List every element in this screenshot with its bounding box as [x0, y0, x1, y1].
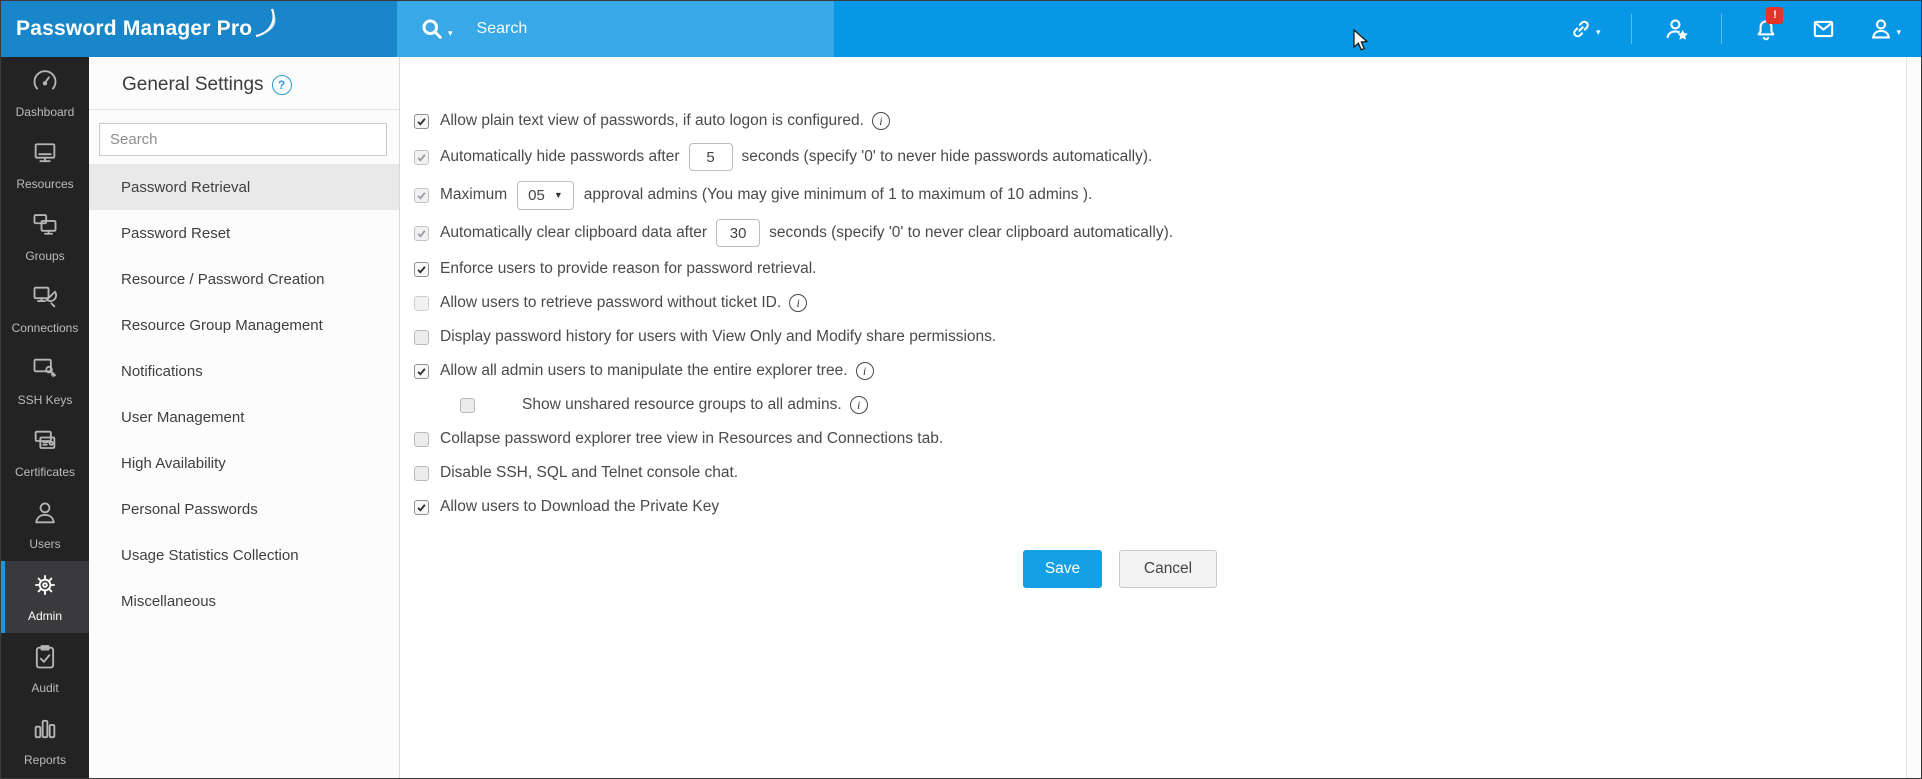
manipulate-explorer-tree-checkbox[interactable]: [414, 364, 429, 379]
setting-label: Automatically clear clipboard data after: [440, 224, 708, 241]
panel-title-row: [89, 57, 399, 110]
download-private-key-checkbox[interactable]: [414, 500, 429, 515]
setting-row-password-history: [414, 320, 1906, 354]
resources-icon: [30, 139, 60, 172]
sidebar-item-label: Groups: [25, 249, 65, 263]
link-icon[interactable]: [1568, 16, 1601, 42]
retrieve-without-ticket-checkbox[interactable]: [414, 296, 429, 311]
setting-label: Allow users to Download the Private Key: [440, 498, 720, 515]
setting-label: Automatically hide passwords after: [440, 148, 680, 165]
panel-search: [99, 123, 388, 156]
setting-row-max-approval-admins: [414, 176, 1906, 214]
settings-menu-item[interactable]: Usage Statistics Collection: [121, 546, 299, 564]
max-approval-admins-select[interactable]: [517, 181, 574, 210]
setting-label: Disable SSH, SQL and Telnet console chat.: [440, 464, 739, 481]
info-icon[interactable]: i: [872, 112, 890, 130]
setting-label: Allow plain text view of passwords, if auto logon is configured.: [440, 112, 864, 129]
sidebar-item-resources[interactable]: [1, 129, 89, 201]
settings-menu-item[interactable]: High Availability: [121, 454, 226, 472]
info-icon[interactable]: i: [856, 362, 874, 380]
setting-row-download-private-key: [414, 490, 1906, 524]
sidebar-item-admin[interactable]: [1, 561, 89, 633]
link-icon-caret: ▾: [1595, 27, 1601, 37]
auto-clear-clipboard-checkbox[interactable]: [414, 226, 429, 241]
page-title: General Settings: [122, 74, 264, 95]
settings-menu-item[interactable]: Resource / Password Creation: [121, 270, 325, 288]
connections-icon: [30, 283, 60, 316]
settings-content: [401, 57, 1906, 778]
header-divider: [1721, 14, 1722, 44]
user-icon-caret: ▾: [1896, 27, 1901, 37]
settings-menu-item[interactable]: Password Reset: [121, 224, 231, 242]
help-icon[interactable]: ?: [272, 75, 292, 95]
sidebar-item-label: Users: [29, 537, 61, 551]
setting-label: seconds (specify '0' to never clear clipboard automatically).: [769, 224, 1174, 241]
scrollbar[interactable]: [1906, 57, 1921, 778]
sidebar-item-ssh-keys[interactable]: [1, 345, 89, 417]
collapse-explorer-tree-checkbox[interactable]: [414, 432, 429, 447]
primary-sidebar: [1, 57, 89, 778]
global-search-input[interactable]: [477, 20, 777, 38]
allow-plain-text-checkbox[interactable]: [414, 114, 429, 129]
setting-row-retrieve-without-ticket: [414, 286, 1906, 320]
setting-label: Allow all admin users to manipulate the entire explorer tree.: [440, 362, 848, 379]
audit-icon: [30, 643, 60, 676]
sidebar-item-label: Connections: [11, 321, 79, 335]
sidebar-item-reports[interactable]: [1, 705, 89, 777]
user-icon[interactable]: [1868, 16, 1901, 42]
sidebar-item-label: Reports: [23, 753, 67, 767]
save-button[interactable]: Save: [1023, 550, 1102, 588]
reports-icon: [30, 715, 60, 748]
mail-icon[interactable]: [1810, 16, 1837, 42]
search-scope-caret-icon[interactable]: ▾: [448, 27, 453, 38]
setting-row-collapse-explorer-tree: [414, 422, 1906, 456]
button-bar: [414, 550, 1826, 588]
sidebar-item-label: SSH Keys: [17, 393, 73, 407]
info-icon[interactable]: i: [789, 294, 807, 312]
enforce-reason-checkbox[interactable]: [414, 262, 429, 277]
settings-menu-item[interactable]: Notifications: [121, 362, 203, 380]
general-settings-panel: [89, 57, 400, 778]
setting-label: approval admins (You may give minimum of 1 to maximum of 10 admins ).: [583, 186, 1093, 203]
auto-hide-passwords-checkbox[interactable]: [414, 150, 429, 165]
setting-label: Maximum: [440, 186, 508, 203]
setting-row-manipulate-explorer-tree: [414, 354, 1906, 388]
search-icon[interactable]: [419, 16, 453, 43]
setting-label: Enforce users to provide reason for password retrieval.: [440, 260, 817, 277]
app-logo: Password Manager Pro: [16, 17, 253, 40]
setting-label: seconds (specify '0' to never hide passwords automatically).: [741, 148, 1153, 165]
setting-row-auto-clear-clipboard: [414, 214, 1906, 252]
users-icon: [30, 499, 60, 532]
setting-row-disable-console-chat: [414, 456, 1906, 490]
user-star-icon[interactable]: [1663, 16, 1690, 43]
sidebar-item-users[interactable]: [1, 489, 89, 561]
ssh-keys-icon: [30, 355, 60, 388]
max-approval-admins-checkbox[interactable]: [414, 188, 429, 203]
settings-menu: [89, 164, 399, 624]
settings-menu-item[interactable]: Personal Passwords: [121, 500, 258, 518]
settings-menu-item[interactable]: Password Retrieval: [89, 164, 399, 210]
sidebar-item-label: Resources: [16, 177, 74, 191]
sidebar-item-dashboard[interactable]: [1, 57, 89, 129]
header-actions: [834, 1, 1921, 57]
setting-row-enforce-reason: [414, 252, 1906, 286]
global-search-bar: [397, 1, 834, 57]
groups-icon: [30, 211, 60, 244]
sidebar-item-certificates[interactable]: [1, 417, 89, 489]
settings-menu-item[interactable]: User Management: [121, 408, 245, 426]
bell-icon[interactable]: [1753, 9, 1779, 43]
setting-row-allow-plain-text: [414, 104, 1906, 138]
settings-menu-item[interactable]: Miscellaneous: [121, 592, 217, 610]
setting-row-show-unshared-groups: [414, 388, 1906, 422]
dashboard-icon: [30, 67, 60, 100]
setting-label: Allow users to retrieve password without ticket ID.: [440, 294, 782, 311]
settings-search-input[interactable]: [99, 123, 387, 156]
admin-gear-icon: [30, 571, 60, 604]
chevron-down-icon: ▼: [553, 190, 563, 200]
cancel-button[interactable]: Cancel: [1119, 550, 1217, 588]
setting-label: Display password history for users with View Only and Modify share permissions.: [440, 328, 997, 345]
sidebar-item-groups[interactable]: [1, 201, 89, 273]
logo-area[interactable]: [1, 1, 397, 57]
info-icon[interactable]: i: [850, 396, 868, 414]
selected-value: 05: [528, 186, 545, 204]
setting-label: Show unshared resource groups to all admins.: [522, 396, 842, 413]
notification-badge: !: [1766, 7, 1783, 24]
sidebar-item-connections[interactable]: [1, 273, 89, 345]
sidebar-item-label: Audit: [31, 681, 59, 695]
sidebar-item-label: Admin: [27, 609, 62, 623]
auto-clear-clipboard-value-input[interactable]: [716, 219, 760, 247]
header-divider: [1631, 14, 1632, 44]
sidebar-item-label: Dashboard: [15, 105, 75, 119]
certificates-icon: [30, 427, 60, 460]
sidebar-item-label: Certificates: [14, 465, 76, 479]
auto-hide-passwords-value-input[interactable]: [689, 143, 733, 171]
top-header: [1, 1, 1921, 57]
password-history-checkbox[interactable]: [414, 330, 429, 345]
setting-row-auto-hide-passwords: [414, 138, 1906, 176]
logo-swoosh-icon: [254, 8, 280, 38]
show-unshared-groups-checkbox[interactable]: [460, 398, 475, 413]
disable-console-chat-checkbox[interactable]: [414, 466, 429, 481]
settings-menu-item[interactable]: Resource Group Management: [121, 316, 323, 334]
setting-label: Collapse password explorer tree view in Resources and Connections tab.: [440, 430, 944, 447]
sidebar-item-audit[interactable]: [1, 633, 89, 705]
